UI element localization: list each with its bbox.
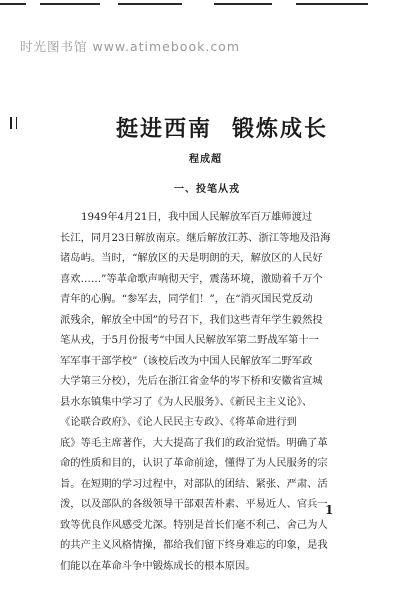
watermark: 时光图书馆 www.atimebook.com	[20, 39, 241, 54]
text-line: 大学第三分校），先后在浙江省金华的岑下桥和安徽省宣城	[60, 375, 323, 387]
text-line: 诸岛屿。当时，“解放区的天是明朗的天，解放区的人民好	[60, 252, 323, 264]
margin-mark	[10, 117, 17, 129]
body-text	[60, 207, 371, 576]
text-line: 底》等毛主席著作，大大提高了我们的政治觉悟。明确了革	[60, 436, 328, 449]
text-line: 喜欢……”等革命歌声响彻天宇，震荡环境，激励着千万个	[60, 272, 323, 285]
top-scan-edge	[0, 3, 401, 11]
text-line: 派残余，解放全中国”的号召下，我们这些青年学生毅然投	[60, 313, 323, 326]
text-line: 的共产主义风格情操，都给我们留下终身难忘的印象，是我	[60, 539, 328, 551]
text-line: 致等优良作风感受尤深。特别是首长们毫不利己、舍己为人	[60, 518, 328, 531]
text-line: 长江，同月23日解放南京。继后解放江苏、浙江等地及沿海	[60, 231, 331, 244]
text-line: 命的性质和目的，认识了革命前途，懂得了为人民服务的宗	[60, 457, 328, 469]
text-line: 军军事干部学校”（该校后改为中国人民解放军二野军政	[60, 354, 313, 367]
text-line: 《论联合政府》、《论人民民主专政》、《将革命进行到	[60, 416, 297, 428]
text-line: 笔从戎，于5月份报考“中国人民解放军第二野战军第十一	[60, 334, 319, 346]
page-title	[116, 112, 328, 143]
text-line: 县水东镇集中学习了《为人民服务》、《新民主主义论》、	[60, 395, 313, 408]
text-line: 泼，以及部队的各级领导干部艰苦朴素、平易近人、官兵一	[60, 498, 328, 510]
text-line: 1949年4月21日，我中国人民解放军百万雄师渡过	[81, 211, 313, 223]
text-line: 青年的心胸。“参军去，同学们！”，在“消灭国民党反动	[60, 293, 313, 305]
title-part-2: 锻炼成长	[232, 116, 329, 142]
title-part-1: 挺进西南	[116, 116, 213, 142]
section-heading: 一、投笔从戎	[174, 184, 240, 195]
page-number: 1	[325, 503, 334, 517]
text-line: 们能以在革命斗争中锻炼成长的根本原因。	[60, 559, 256, 572]
text-line: 旨。在短期的学习过程中，对部队的团结、紧张、严肃、活	[60, 477, 328, 490]
author-name: 程成超	[189, 154, 222, 165]
